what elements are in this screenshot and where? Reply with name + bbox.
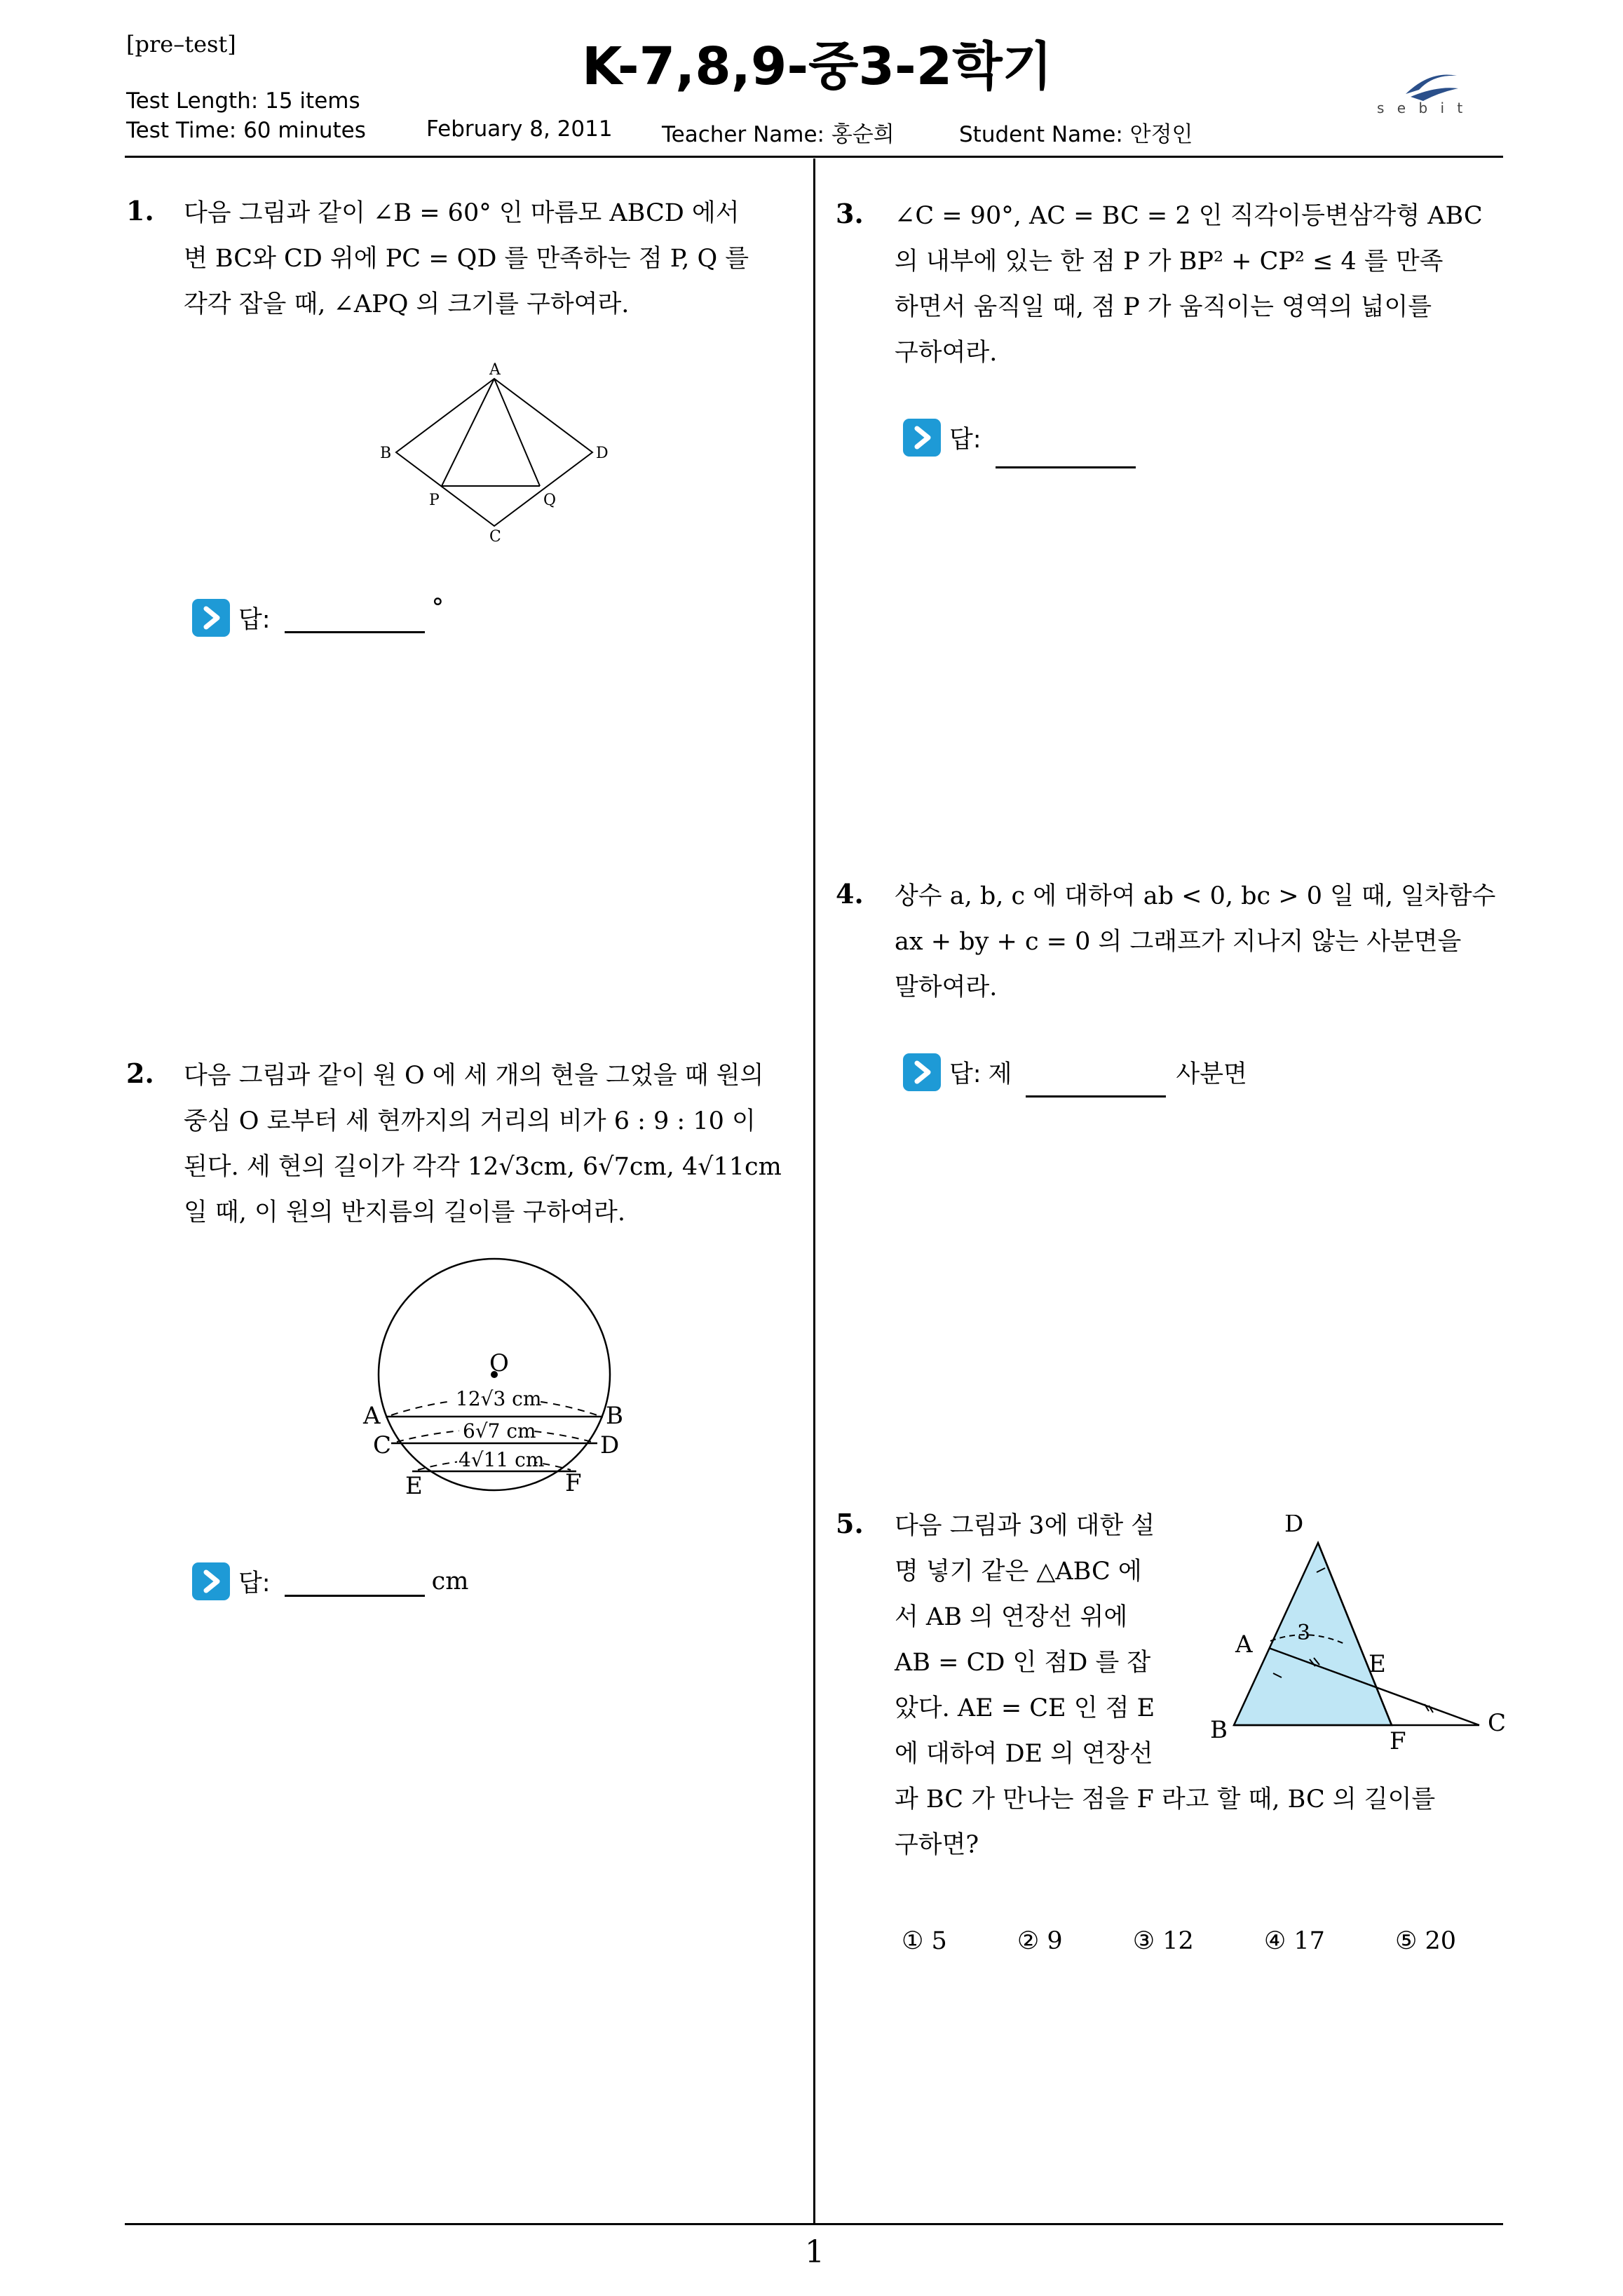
answer-row-4 (902, 1052, 1247, 1093)
answer-blank-1[interactable] (285, 603, 425, 633)
answer-label: 답: (238, 1569, 271, 1598)
answer-label: 답: (949, 426, 982, 454)
triangle-label-c: C (1488, 1709, 1507, 1737)
choice-1[interactable]: ① 5 (902, 1927, 947, 1955)
question-5-line: 았다. AE = CE 인 점 E (895, 1694, 1155, 1722)
segment-length-3: 3 (1297, 1621, 1311, 1645)
question-2-line: 된다. 세 현의 길이가 각각 12√3cm, 6√7cm, 4√11cm (184, 1153, 782, 1181)
question-5-line: 서 AB 의 연장선 위에 (895, 1603, 1128, 1631)
question-3-text (895, 194, 1512, 376)
rhombus-label-b: B (380, 445, 392, 462)
question-4-number: 4. (836, 878, 864, 910)
question-5-line: 과 BC 가 만나는 점을 F 라고 할 때, BC 의 길이를 (895, 1785, 1436, 1814)
circle-label-c: C (373, 1431, 392, 1459)
header-rule (125, 156, 1503, 158)
circle-label-f: F (565, 1469, 582, 1497)
question-5-line: AB = CD 인 점D 를 잡 (895, 1649, 1151, 1677)
rhombus-label-a: A (489, 361, 501, 379)
triangle-label-b: B (1210, 1716, 1228, 1744)
choice-5[interactable]: ⑤ 20 (1395, 1927, 1457, 1955)
test-date: February 8, 2011 (426, 116, 613, 142)
question-2-line: 일 때, 이 원의 반지름의 길이를 구하여라. (184, 1198, 625, 1227)
triangle-label-a: A (1235, 1630, 1253, 1659)
choice-list (902, 1927, 1523, 1955)
rhombus-label-p: P (429, 492, 440, 509)
teacher-name: Teacher Name: 홍순희 (662, 122, 895, 147)
question-5-text-bottom (895, 1777, 1512, 1868)
question-5-number: 5. (836, 1508, 864, 1539)
page-title: K-7,8,9-중3-2학기 (582, 36, 1053, 97)
question-5-text-left (895, 1504, 1189, 1777)
question-2-line: 중심 O 로부터 세 현까지의 거리의 비가 6 : 9 : 10 이 (184, 1107, 756, 1135)
question-5-line: 명 넣기 같은 △ABC 에 (895, 1558, 1142, 1586)
question-3-line: 하면서 움직일 때, 점 P 가 움직이는 영역의 넓이를 (895, 293, 1432, 321)
triangle-figure (1206, 1515, 1514, 1760)
question-3-line: 의 내부에 있는 한 점 P 가 BP² + CP² ≤ 4 를 만족 (895, 248, 1444, 276)
chord-ef-length: 4√11 cm (459, 1448, 545, 1471)
question-1-line: 변 BC와 CD 위에 PC = QD 를 만족하는 점 P, Q 를 (184, 245, 749, 273)
circle-figure (358, 1248, 638, 1515)
answer-row-2 (191, 1561, 468, 1602)
answer-arrow-icon (902, 417, 942, 458)
question-3-line: 구하여라. (895, 339, 998, 367)
rhombus-label-d: D (596, 445, 609, 462)
answer-row-1 (191, 594, 444, 638)
question-5-line: 구하면? (895, 1831, 979, 1859)
choice-4[interactable]: ④ 17 (1263, 1927, 1325, 1955)
question-1-text (184, 191, 801, 327)
question-3-line: ∠C = 90°, AC = BC = 2 인 직각이등변삼각형 ABC (895, 202, 1483, 230)
question-5-line: 에 대하여 DE 의 연장선 (895, 1740, 1153, 1768)
question-2-number: 2. (126, 1058, 154, 1089)
choice-3[interactable]: ③ 12 (1132, 1927, 1194, 1955)
question-3-number: 3. (836, 198, 864, 229)
answer-arrow-icon (191, 597, 231, 638)
answer-label: 답: (238, 606, 271, 634)
footer-rule (125, 2223, 1503, 2225)
chord-ab-length: 12√3 cm (456, 1387, 542, 1410)
answer-label: 답: (949, 1060, 982, 1088)
question-1-line: 다음 그림과 같이 ∠B = 60° 인 마름모 ABCD 에서 (184, 199, 740, 227)
triangle-label-d: D (1284, 1515, 1304, 1538)
pretest-tag: [pre–test] (126, 31, 236, 58)
choice-2[interactable]: ② 9 (1017, 1927, 1063, 1955)
question-1-number: 1. (126, 195, 154, 227)
answer-blank-2[interactable] (285, 1567, 425, 1597)
triangle-label-e: E (1369, 1650, 1386, 1678)
question-2-line: 다음 그림과 같이 원 O 에 세 개의 현을 그었을 때 원의 (184, 1062, 764, 1090)
question-4-text (895, 874, 1512, 1011)
sebit-logo (1374, 65, 1486, 121)
circle-label-a: A (363, 1402, 381, 1430)
question-4-line: 말하여라. (895, 973, 998, 1001)
answer-row-3 (902, 417, 1143, 458)
answer-blank-4[interactable] (1026, 1067, 1166, 1098)
logo-text: s e b i t (1377, 100, 1467, 116)
question-1-line: 각각 잡을 때, ∠APQ 의 크기를 구하여라. (184, 290, 630, 318)
triangle-label-f: F (1390, 1727, 1406, 1755)
answer-prefix-4: 제 (988, 1060, 1012, 1088)
circle-label-d: D (600, 1431, 620, 1459)
answer-blank-3[interactable] (996, 438, 1136, 468)
circle-label-b: B (606, 1402, 623, 1430)
student-name: Student Name: 안정인 (959, 122, 1193, 147)
rhombus-label-c: C (489, 528, 501, 546)
answer-arrow-icon (902, 1052, 942, 1093)
question-4-line: ax + by + c = 0 의 그래프가 지나지 않는 사분면을 (895, 928, 1462, 956)
circle-label-o: O (489, 1349, 509, 1377)
answer-arrow-icon (191, 1561, 231, 1602)
chord-cd-length: 6√7 cm (463, 1419, 536, 1443)
test-length: Test Length: 15 items (126, 88, 360, 114)
question-5-line: 다음 그림과 3에 대한 설 (895, 1512, 1155, 1540)
question-4-line: 상수 a, b, c 에 대하여 ab < 0, bc > 0 일 때, 일차함수 (895, 882, 1496, 910)
column-divider (813, 158, 815, 2223)
test-time: Test Time: 60 minutes (126, 118, 366, 143)
page-number: 1 (805, 2234, 824, 2270)
question-2-text (184, 1053, 801, 1236)
rhombus-label-q: Q (543, 492, 557, 509)
answer-unit-1: ° (431, 594, 444, 622)
circle-label-e: E (405, 1472, 423, 1500)
answer-unit-2: cm (431, 1567, 469, 1595)
rhombus-figure (372, 358, 610, 547)
answer-unit-4: 사분면 (1176, 1060, 1247, 1088)
